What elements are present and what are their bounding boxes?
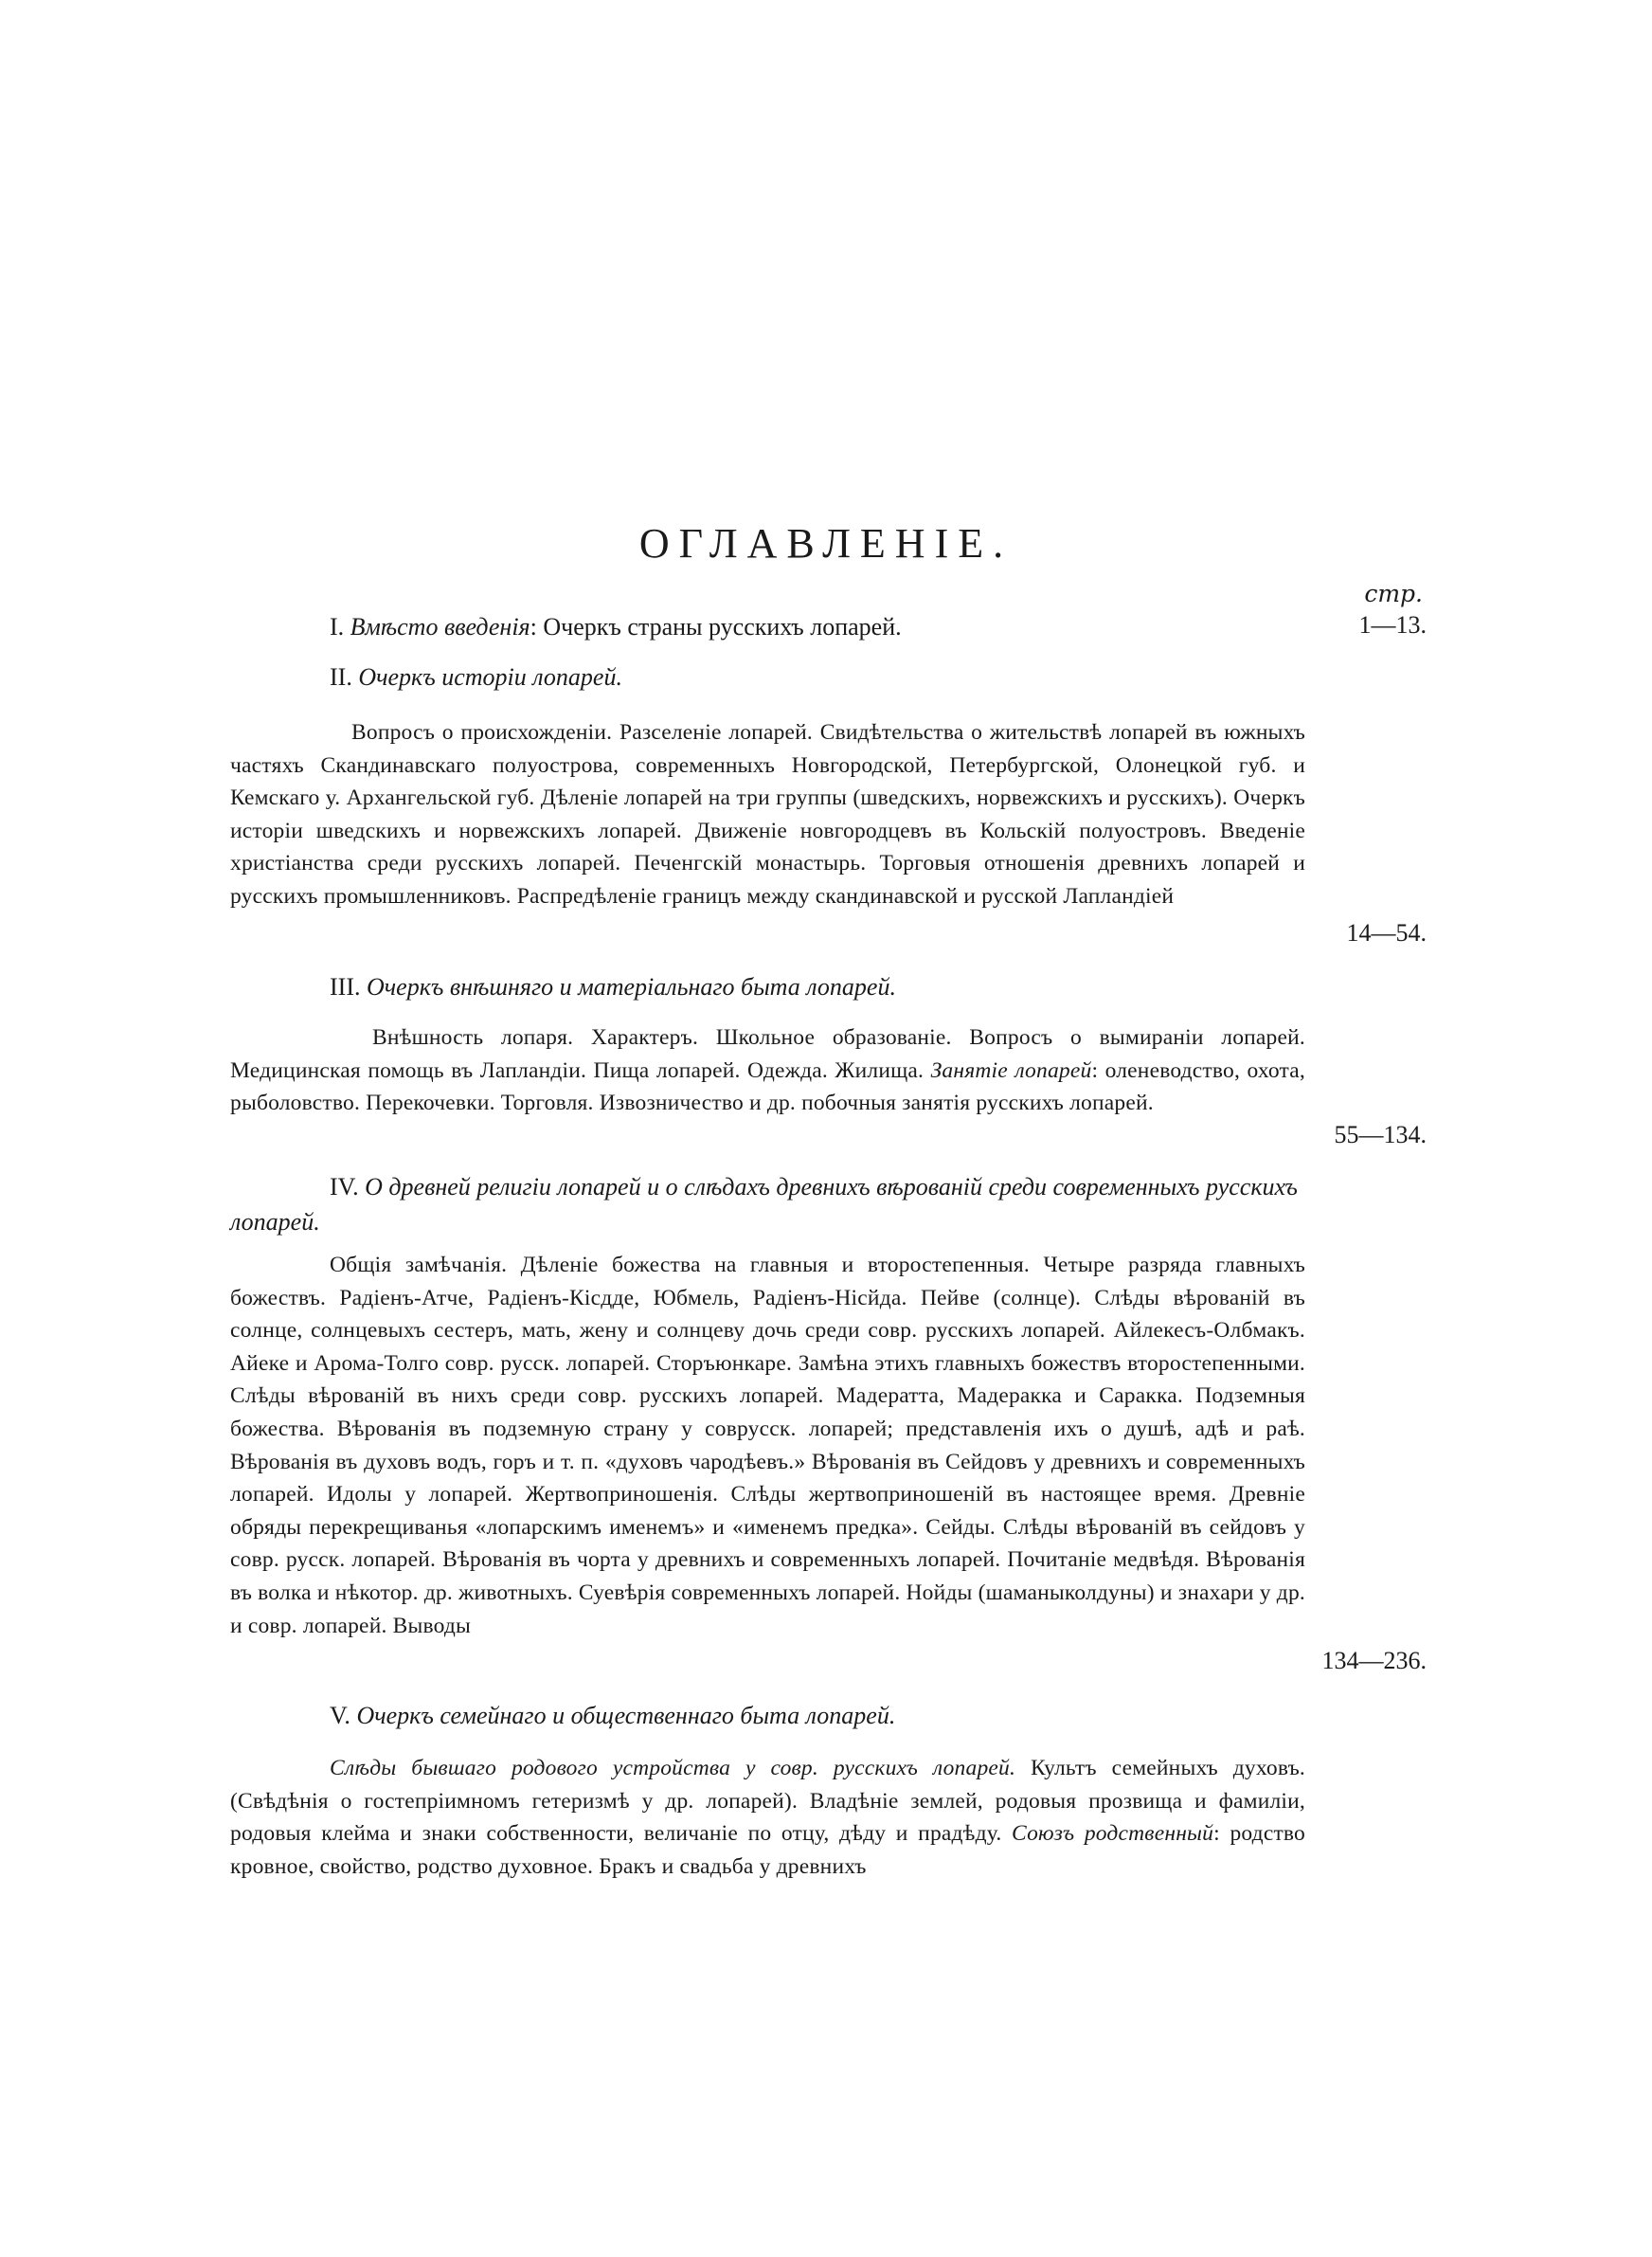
section-3-body [230, 1021, 1305, 1120]
section-1-heading [330, 609, 1305, 644]
section-4-body: Общія замѣчанія. Дѣленіе божества на главныя и второстепенныя. Четыре разряда главныхъ божествъ. Радіенъ-Атче, Радіенъ-Кісдде, Юбмель, Радіенъ-Нісйда. Пейве (солнце). Слѣды вѣрованій въ солнце, солнцевыхъ сестеръ, мать, жену и солнцеву дочь среди совр. русскихъ лопарей. Айлекесъ-Олбмакъ. Айеке и Арома-Толго совр. русск. лопарей. Сторъюнкаре. Замѣна этихъ главныхъ божествъ второстепенными. Слѣды вѣрованій въ нихъ среди совр. русскихъ лопарей. Мадератта, Мадеракка и Саракка. Подземныя божества. Вѣрованія въ подземную страну у соврусск. лопарей; представленія ихъ о душѣ, адѣ и раѣ. Вѣрованія въ духовъ водъ, горъ и т. п. «духовъ чародѣевъ.» Вѣрованія въ Сейдовъ у древнихъ и современныхъ лопарей. Идолы у лопарей. Жертвоприношенія. Слѣды жертвоприношеній въ настоящее время. Древніе обряды перекрещиванья «лопарскимъ именемъ» и «именемъ предка». Сейды. Слѣды вѣрованій въ сейдовъ у совр. русск. лопарей. Вѣрованія въ чорта у древнихъ и современныхъ лопарей. Почитаніе медвѣдя. Вѣрованія въ волка и нѣкотор. др. животныхъ. Суевѣрія современныхъ лопарей. Нойды (шаманыколдуны) и знахари у др. и совр. лопарей. Выводы [230, 1253, 1305, 1638]
section-heading-italic: О древней религіи лопарей и о слѣдахъ древнихъ вѣрованій среди современныхъ русскихъ лопарей. [230, 1173, 1298, 1236]
section-3-pages: 55—134. [1334, 1121, 1427, 1148]
section-4-heading [230, 1169, 1305, 1239]
section-5-body-italic-1: Слѣды бывшаго родового устройства у совр. русскихъ лопарей. [330, 1756, 1016, 1780]
section-3-heading [330, 969, 1305, 1004]
section-2-pages: 14—54. [1346, 919, 1427, 947]
page-column-header: стр. [1364, 580, 1423, 607]
section-heading-italic: Очеркъ исторіи лопарей. [358, 663, 622, 691]
section-5-body-part-1: Культъ семейныхъ духовъ. (Свѣдѣнія о гостепріимномъ гетеризмѣ у др. лопарей). Владѣніе землей, родовыя прозвища и фамиліи, родовыя клейма и знаки собственности, величаніе по отцу, дѣду и прадѣду. [230, 1756, 1305, 1847]
section-heading-rest: : Очеркъ страны русскихъ лопарей. [530, 613, 902, 641]
section-heading-italic: Очеркъ семейнаго и общественнаго быта лопарей. [356, 1702, 896, 1729]
section-5-body [230, 1752, 1305, 1883]
section-3-body-italic: Занятіе лопарей [930, 1057, 1092, 1083]
section-5-body-italic-2: Союзъ родственный [1012, 1821, 1214, 1847]
section-heading-italic: Очеркъ внѣшняго и матеріальнаго быта лопарей. [366, 973, 896, 1001]
section-numeral: V. [330, 1702, 350, 1729]
section-3-body-part-2: : оленеводство, охота, рыболовство. Перекочевки. Торговля. Извозничество и др. побочныя занятія русскихъ лопарей. [230, 1057, 1305, 1116]
page-title: ОГЛАВЛЕНІЕ. [638, 520, 1014, 567]
section-5-heading [330, 1698, 1305, 1733]
section-2-body: Вопросъ о происхожденіи. Разселеніе лопарей. Свидѣтельства о жительствѣ лопарей въ южныхъ частяхъ Скандинавскаго полуострова, современныхъ Новгородской, Петербургской, Олонецкой губ. и Кемскаго у. Архангельской губ. Дѣленіе лопарей на три группы (шведскихъ, норвежскихъ и русскихъ). Очеркъ исторіи шведскихъ и норвежскихъ лопарей. Движеніе новгородцевъ въ Кольскій полуостровъ. Введеніе христіанства среди русскихъ лопарей. Печенгскій монастырь. Торговыя отношенія древнихъ лопарей и русскихъ промышленниковъ. Распредѣленіе границъ между скандинавской и русской Лапландіей [230, 720, 1305, 909]
section-numeral: I. [330, 613, 345, 641]
section-3-body-part-1: Внѣшность лопаря. Характеръ. Школьное образованіе. Вопросъ о вымираніи лопарей. Медицинская помощь въ Лапландіи. Пища лопарей. Одежда. Жилища. [230, 1025, 1305, 1083]
section-numeral: II. [330, 663, 352, 691]
section-5-body-part-2: : родство кровное, свойство, родство духовное. Бракъ и свадьба у древнихъ [230, 1821, 1306, 1879]
section-numeral: III. [330, 973, 361, 1001]
section-numeral: IV. [330, 1173, 359, 1201]
section-2-heading [330, 659, 1305, 695]
section-1-pages: 1—13. [1358, 611, 1427, 639]
section-heading-italic: Вмѣсто введенія [350, 613, 530, 641]
section-4-pages: 134—236. [1321, 1647, 1427, 1674]
